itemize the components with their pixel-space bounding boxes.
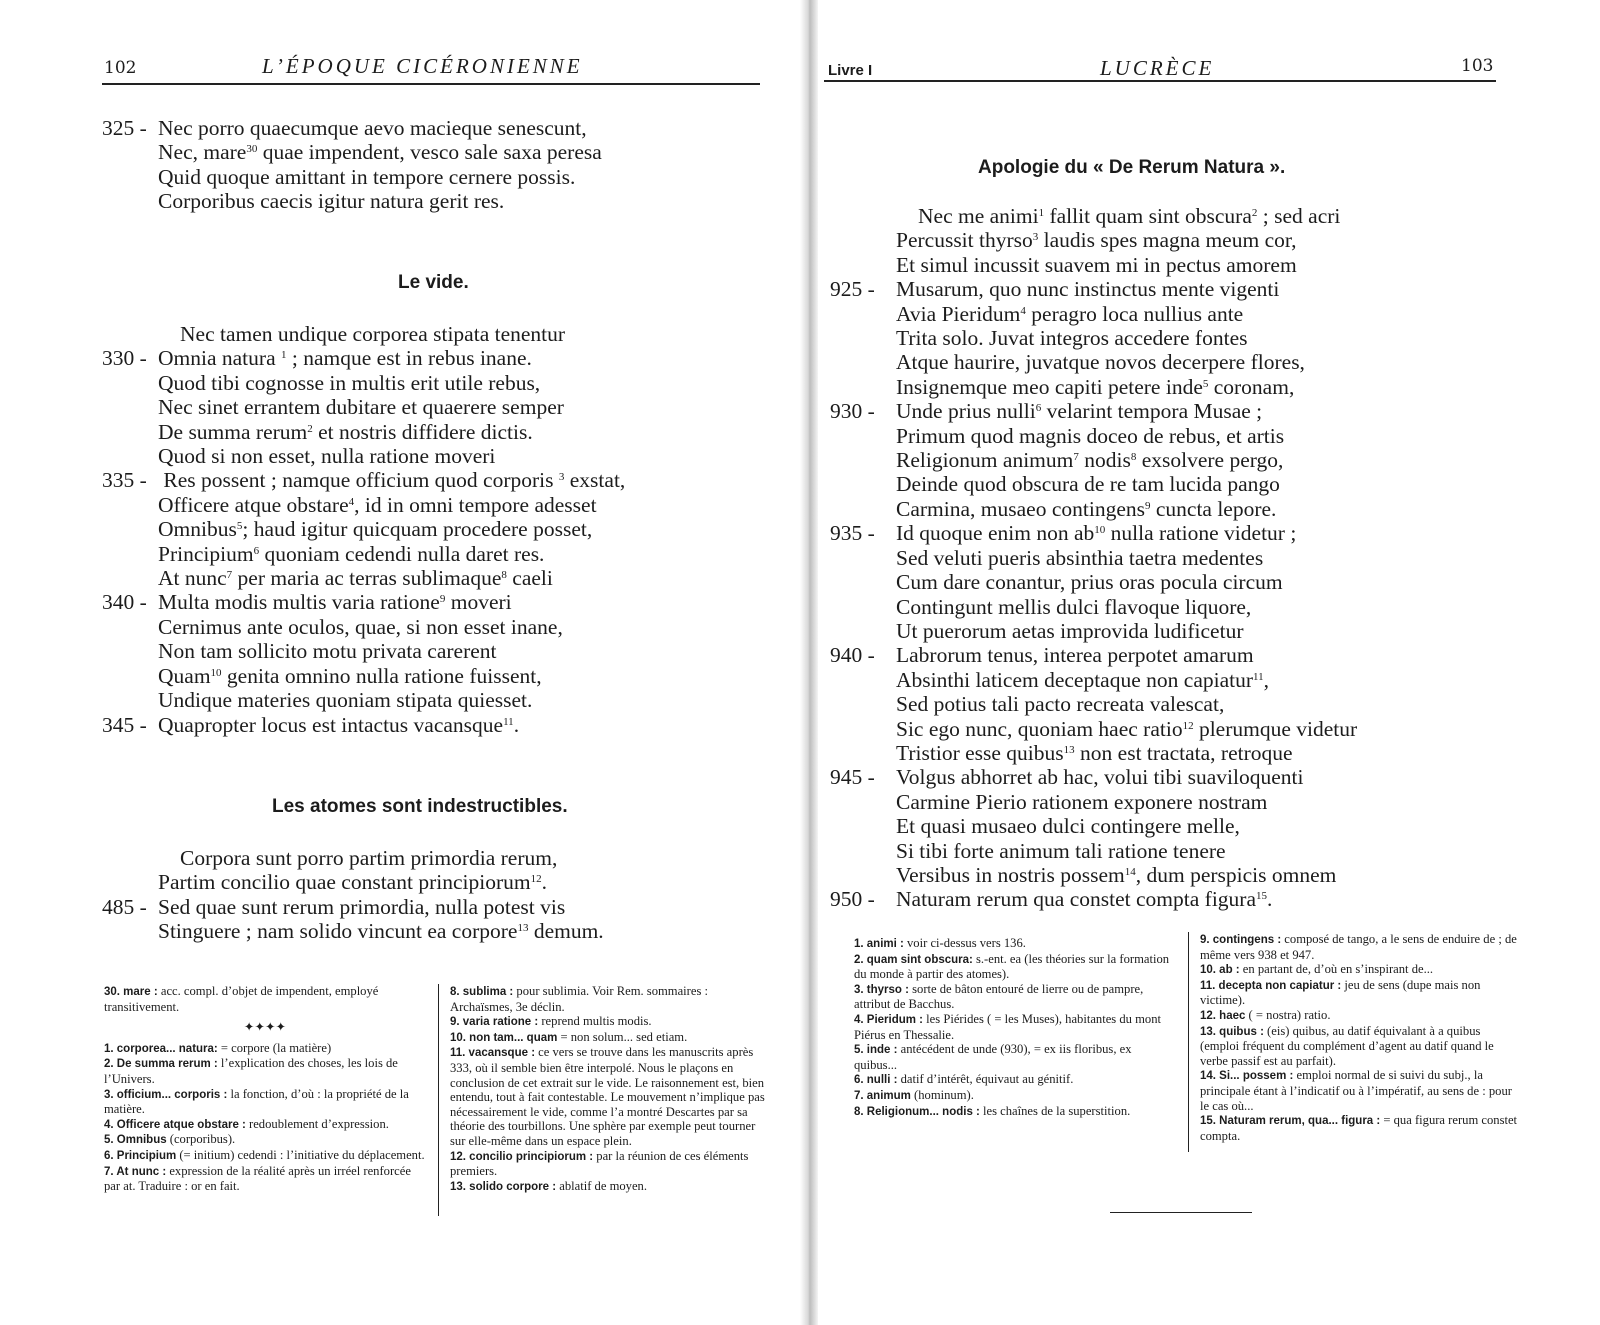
footnote bbox=[1200, 1068, 1518, 1113]
note-callout: 7 bbox=[226, 569, 233, 582]
footnote-text: (eis) quibus, au datif équivalant à a quibus (emploi fréquent du complément d’agent au datif quand le verbe passif est au parfait). bbox=[1200, 1023, 1494, 1068]
verse-text: Versibus in nostris possem bbox=[896, 862, 1125, 887]
footnote-text: (= initium) cedendi : l’initiative du déplacement. bbox=[176, 1147, 425, 1162]
verse-line bbox=[102, 919, 604, 943]
footnote-text: les chaînes de la superstition. bbox=[979, 1103, 1131, 1118]
verse-text: Quid quoque amittant in tempore cernere possis. bbox=[158, 164, 576, 189]
verse-number: 945 - bbox=[830, 765, 875, 790]
verse-text: Multa modis multis varia ratione bbox=[158, 590, 440, 615]
verse-line bbox=[102, 346, 625, 370]
verse-line bbox=[830, 326, 1357, 350]
footnote bbox=[450, 984, 772, 1014]
footnote bbox=[104, 1148, 426, 1164]
footnote-lemma: 9. varia ratione : bbox=[450, 1016, 539, 1029]
footnote-text: la fonction, d’où : la propriété de la matière. bbox=[104, 1086, 409, 1117]
footnote-lemma: 9. contingens : bbox=[1200, 934, 1282, 946]
footnote-text: s.-ent. ea (les théories sur la formation du monde à partir des atomes). bbox=[854, 951, 1170, 982]
verse-line bbox=[102, 420, 625, 444]
footnote-text: (corporibus). bbox=[166, 1132, 236, 1147]
verse-text: Quapropter locus est intactus vacansque bbox=[158, 712, 504, 737]
verse-text: non est tractata, retroque bbox=[1074, 740, 1293, 765]
verse-line bbox=[830, 448, 1357, 472]
footnote-lemma: 1. animi : bbox=[854, 938, 904, 950]
verse-text: moveri bbox=[445, 590, 512, 615]
verse-text: Ut puerorum aetas improvida ludificetur bbox=[896, 618, 1244, 643]
note-callout: 4 bbox=[1020, 304, 1026, 317]
verse-line bbox=[102, 165, 602, 189]
note-callout: 3 bbox=[558, 471, 565, 484]
footnote-lemma: 2. De summa rerum : bbox=[104, 1058, 218, 1071]
verse-block-925 bbox=[830, 204, 1357, 912]
verse-line bbox=[830, 790, 1357, 814]
note-callout: 2 bbox=[307, 422, 313, 435]
footnote-text: reprend multis modis. bbox=[538, 1014, 652, 1029]
footnote-text: composé de tango, a le sens de enduire de ; de même vers 938 et 947. bbox=[1200, 932, 1517, 962]
footnote bbox=[104, 1087, 426, 1117]
verse-text: Sed quae sunt rerum primordia, nulla potest vis bbox=[158, 894, 566, 919]
verse-text: Sed potius tali pacto recreata valescat, bbox=[896, 692, 1225, 717]
verse-text: Volgus abhorret ab hac, volui tibi suaviloquenti bbox=[896, 765, 1304, 790]
footnote bbox=[1200, 1024, 1518, 1069]
footnote bbox=[104, 1117, 426, 1133]
section-title-apologie: Apologie du « De Rerum Natura ». bbox=[978, 157, 1286, 178]
verse-text: Trita solo. Juvat integros accedere fontes bbox=[896, 326, 1248, 351]
verse-text: Quod tibi cognosse in multis erit utile rebus, bbox=[158, 370, 541, 395]
verse-line bbox=[102, 140, 602, 164]
footnote-lemma: 2. quam sint obscura: bbox=[854, 953, 973, 966]
note-callout: 8 bbox=[501, 569, 507, 582]
note-callout: 30 bbox=[246, 143, 258, 156]
section-title-vide: Le vide. bbox=[398, 272, 469, 293]
footnote-text: les Piérides ( = les Muses), habitantes du mont Piérus en Thessalie. bbox=[854, 1011, 1161, 1042]
note-callout: 12 bbox=[530, 873, 542, 886]
footnote bbox=[854, 1088, 1172, 1104]
verse-number: 950 - bbox=[830, 887, 875, 912]
footnote-text: ce vers se trouve dans les manuscrits après 333, où il semble bien être interpolé. Nous le plaçons en conclusion de cet extrait sur le vide. Le raisonnement est, bien entendu, tout à fait contestable. Le mouvement n’implique pas nécessairement le vide, comme l’a montré Descartes par sa théorie des tourbillons. Une sphère par exemple peut tourner sur elle-même dans un espace plein. bbox=[450, 1045, 765, 1148]
verse-text: Primum quod magnis doceo de rebus, et artis bbox=[896, 423, 1285, 448]
verse-text: Labrorum tenus, interea perpotet amarum bbox=[896, 643, 1254, 668]
footnote-lemma: 14. Si... possem : bbox=[1200, 1070, 1294, 1083]
footnote-text: expression de la réalité après un irréel renforcée par at. Traduire : or en fait. bbox=[104, 1163, 411, 1194]
verse-line bbox=[102, 189, 602, 213]
verse-text: Undique materies quoniam stipata quiesset. bbox=[158, 688, 533, 713]
footnote-lemma: 13. quibus : bbox=[1200, 1025, 1264, 1038]
verse-text: Unde prius nulli bbox=[896, 399, 1036, 424]
footnote bbox=[854, 1012, 1172, 1042]
footnote-lemma: 3. thyrso : bbox=[854, 983, 909, 996]
verse-line bbox=[830, 692, 1357, 716]
verse-text: , id in omni tempore adesset bbox=[354, 492, 597, 517]
verse-text: nulla ratione videtur ; bbox=[1105, 521, 1297, 546]
verse-text: cuncta lepore. bbox=[1150, 496, 1277, 521]
verse-text: Stinguere ; nam solido vincunt ea corpore bbox=[158, 919, 518, 944]
footnote-lemma: 10. ab : bbox=[1200, 964, 1240, 977]
verse-text: quoniam cedendi nulla daret res. bbox=[259, 541, 545, 566]
verse-text: Nec porro quaecumque aevo macieque senescunt, bbox=[158, 116, 587, 140]
verse-text: Contingunt mellis dulci flavoque liquore, bbox=[896, 594, 1252, 619]
footnote bbox=[450, 1149, 772, 1179]
footnote-lemma: 7. animum bbox=[854, 1089, 911, 1102]
footnote-text: (hominum). bbox=[910, 1087, 974, 1102]
footnote-text: = corpore (la matière) bbox=[217, 1040, 332, 1055]
note-callout: 15 bbox=[1256, 890, 1267, 903]
verse-text: per maria ac terras sublimaque bbox=[232, 566, 502, 591]
verse-text: ; haud igitur quicquam procedere posset, bbox=[242, 517, 593, 542]
note-callout: 12 bbox=[1182, 719, 1194, 732]
footnote-lemma: 15. Naturam rerum, qua... figura : bbox=[1200, 1115, 1381, 1128]
footnote-text: redoublement d’expression. bbox=[245, 1116, 389, 1131]
verse-text: genita omnino nulla ratione fuissent, bbox=[221, 663, 542, 688]
verse-text: Atque haurire, juvatque novos decerpere flores, bbox=[896, 350, 1305, 375]
footnote bbox=[450, 1045, 772, 1148]
footnote-text: acc. compl. d’objet de impendent, employé transitivement. bbox=[104, 984, 379, 1014]
verse-line bbox=[830, 497, 1357, 521]
footnote-text: ( = nostra) ratio. bbox=[1245, 1007, 1331, 1022]
verse-number: 325 - bbox=[102, 116, 147, 140]
verse-line bbox=[102, 664, 625, 688]
note-callout: 8 bbox=[1130, 451, 1137, 464]
verse-line bbox=[830, 595, 1357, 619]
footnote-text: emploi normal de si suivi du subj., la principale étant à l’indicatif ou à l’impératif, au sens de : pour le cas où... bbox=[1200, 1068, 1512, 1113]
verse-text: laudis spes magna meum cor, bbox=[1038, 228, 1297, 253]
footnote bbox=[854, 982, 1172, 1012]
verse-text: Partim concilio quae constant principiorum bbox=[158, 870, 531, 895]
footnote-lemma: 8. sublima : bbox=[450, 986, 514, 998]
verse-line bbox=[102, 688, 625, 712]
note-callout: 2 bbox=[1251, 207, 1258, 219]
verse-line bbox=[102, 713, 625, 737]
verse-line bbox=[830, 668, 1357, 692]
verse-line bbox=[102, 590, 625, 614]
verse-line bbox=[830, 839, 1357, 863]
verse-text: Tristior esse quibus bbox=[896, 740, 1064, 765]
verse-line bbox=[102, 116, 602, 140]
footnote-lemma: 7. At nunc : bbox=[104, 1165, 167, 1178]
verse-text: et nostris diffidere dictis. bbox=[312, 419, 533, 444]
verse-block-325 bbox=[102, 116, 602, 214]
note-callout: 3 bbox=[1032, 231, 1039, 244]
section-title-atomes: Les atomes sont indestructibles. bbox=[272, 796, 568, 817]
verse-text: Cum dare conantur, prius oras pocula circum bbox=[896, 570, 1283, 595]
verse-line bbox=[102, 395, 625, 419]
verse-text: quae impendent, vesco sale saxa peresa bbox=[257, 140, 602, 165]
verse-line bbox=[102, 895, 604, 919]
verse-line bbox=[830, 204, 1357, 228]
footnote-lemma: 11. vacansque : bbox=[450, 1047, 536, 1060]
verse-text: Corporibus caecis igitur natura gerit res. bbox=[158, 189, 505, 214]
verse-number: 330 - bbox=[102, 346, 147, 371]
footnote bbox=[104, 1056, 426, 1086]
verse-text: Sic ego nunc, quoniam haec ratio bbox=[896, 716, 1183, 741]
footnote bbox=[1200, 978, 1518, 1008]
verse-text: Insignemque meo capiti petere inde bbox=[896, 374, 1203, 399]
footnote bbox=[104, 984, 426, 1014]
verse-text: Cernimus ante oculos, quae, si non esset inane, bbox=[158, 614, 563, 639]
page-number-left: 102 bbox=[104, 58, 137, 78]
note-callout: 1 bbox=[281, 349, 287, 362]
verse-line bbox=[830, 741, 1357, 765]
note-callout: 10 bbox=[1094, 524, 1106, 537]
verse-line bbox=[830, 814, 1357, 838]
verse-text: Nec, mare bbox=[158, 140, 247, 165]
verse-line bbox=[830, 546, 1357, 570]
footnote-text: sorte de bâton entouré de lierre ou de pampre, attribut de Bacchus. bbox=[854, 981, 1144, 1012]
verse-line bbox=[830, 424, 1357, 448]
verse-text: Corpora sunt porro partim primordia rerum, bbox=[180, 846, 558, 870]
note-callout: 6 bbox=[1035, 402, 1042, 415]
verse-line bbox=[102, 846, 604, 870]
note-callout: 14 bbox=[1124, 865, 1136, 878]
verse-number: 930 - bbox=[830, 399, 875, 424]
verse-text: Non tam sollicito motu privata carerent bbox=[158, 639, 497, 664]
running-head-right: LUCRÈCE bbox=[1100, 56, 1215, 80]
verse-line bbox=[830, 375, 1357, 399]
footnote-lemma: 6. Principium bbox=[104, 1149, 177, 1162]
footnote-lemma: 5. Omnibus bbox=[104, 1134, 167, 1147]
note-callout: 5 bbox=[236, 520, 243, 533]
verse-line bbox=[102, 542, 625, 566]
verse-text: coronam, bbox=[1208, 374, 1295, 399]
footnote-lemma: 10. non tam... quam bbox=[450, 1031, 558, 1044]
verse-line bbox=[102, 493, 625, 517]
verse-text: Religionum animum bbox=[896, 448, 1074, 473]
note-callout: 6 bbox=[253, 544, 260, 557]
footnote-text: ablatif de moyen. bbox=[556, 1178, 648, 1193]
verse-line bbox=[830, 570, 1357, 594]
verse-line bbox=[102, 870, 604, 894]
verse-number: 345 - bbox=[102, 712, 147, 737]
verse-line bbox=[830, 472, 1357, 496]
note-callout: 9 bbox=[439, 593, 446, 606]
verse-line bbox=[102, 566, 625, 590]
verse-text: exsolvere pergo, bbox=[1136, 448, 1284, 473]
verse-line bbox=[830, 521, 1357, 545]
verse-text: Officere atque obstare bbox=[158, 492, 349, 517]
verse-text: nodis bbox=[1078, 448, 1131, 473]
verse-text: Id quoque enim non ab bbox=[896, 521, 1095, 546]
footnote-lemma: 4. Pieridum : bbox=[854, 1013, 924, 1026]
footnote bbox=[104, 1132, 426, 1148]
note-callout: 11 bbox=[1253, 670, 1264, 683]
footnote-text: = qua figura rerum constet compta. bbox=[1200, 1113, 1518, 1143]
verse-number: 340 - bbox=[102, 590, 147, 615]
verse-text: , dum perspicis omnem bbox=[1135, 862, 1337, 887]
page-number-right: 103 bbox=[1461, 56, 1494, 76]
footnote-text: = non solum... sed etiam. bbox=[557, 1029, 688, 1044]
footnote bbox=[1200, 1113, 1518, 1143]
verse-line bbox=[102, 615, 625, 639]
verse-text: Musarum, quo nunc instinctus mente vigenti bbox=[896, 277, 1280, 302]
verse-text: Principium bbox=[158, 541, 254, 566]
verse-line bbox=[830, 863, 1357, 887]
note-callout: 4 bbox=[348, 495, 355, 508]
footnote-lemma: 12. concilio principiorum : bbox=[450, 1150, 594, 1163]
verse-text: Avia Pieridum bbox=[896, 301, 1021, 326]
right-page bbox=[810, 0, 1600, 1325]
footnote-text: l’explication des choses, les lois de l’Univers. bbox=[104, 1056, 398, 1086]
verse-text: Quam bbox=[158, 663, 211, 688]
footnote bbox=[854, 1042, 1172, 1072]
verse-text: Percussit thyrso bbox=[896, 228, 1033, 253]
verse-text: , bbox=[1263, 667, 1269, 692]
footnote-lemma: 12. haec bbox=[1200, 1009, 1246, 1022]
footnote-lemma: 3. officium... corporis : bbox=[104, 1088, 228, 1101]
verse-text: Naturam rerum qua constet compta figura bbox=[896, 887, 1256, 912]
verse-block-485 bbox=[102, 846, 604, 944]
footnote bbox=[450, 1014, 772, 1030]
footnote-lemma: 4. Officere atque obstare : bbox=[104, 1118, 246, 1131]
verse-text: De summa rerum bbox=[158, 419, 308, 444]
verse-line bbox=[830, 302, 1357, 326]
verse-line bbox=[830, 350, 1357, 374]
running-head-left: L’ÉPOQUE CICÉRONIENNE bbox=[262, 54, 583, 78]
verse-number: 935 - bbox=[830, 521, 875, 546]
header-rule-left bbox=[102, 83, 760, 85]
verse-text: Omnia natura bbox=[158, 346, 281, 371]
footnote-column-rule bbox=[438, 984, 439, 1216]
verse-text: demum. bbox=[528, 919, 604, 944]
verse-line bbox=[830, 253, 1357, 277]
verse-text: Et quasi musaeo dulci contingere melle, bbox=[896, 814, 1240, 839]
footnote-text: en partant de, d’où en s’inspirant de... bbox=[1239, 962, 1434, 977]
verse-block-330 bbox=[102, 322, 625, 737]
verse-line bbox=[102, 444, 625, 468]
header-rule-right bbox=[824, 80, 1496, 82]
footnote-text: antécédent de unde (930), = ex iis floribus, ex quibus... bbox=[854, 1042, 1132, 1072]
verse-text: Omnibus bbox=[158, 517, 237, 542]
verse-text: plerumque videtur bbox=[1193, 716, 1358, 741]
footnote bbox=[104, 1041, 426, 1057]
footnote bbox=[1200, 962, 1518, 978]
verse-text: Sed veluti pueris absinthia taetra medentes bbox=[896, 545, 1264, 570]
footnote bbox=[854, 936, 1172, 952]
footnote-text: pour sublimia. Voir Rem. sommaires : Archaïsmes, 3e déclin. bbox=[450, 984, 709, 1014]
verse-text: Res possent ; namque officium quod corporis bbox=[158, 468, 559, 493]
footnote bbox=[450, 1179, 772, 1195]
livre-label: Livre I bbox=[828, 62, 873, 79]
note-callout: 10 bbox=[210, 666, 222, 679]
verse-text: Absinthi laticem deceptaque non capiatur bbox=[896, 667, 1254, 692]
footnotes-left-col1 bbox=[104, 984, 426, 1194]
footnote-lemma: 8. Religionum... nodis : bbox=[854, 1105, 980, 1118]
verse-text: Carmine Pierio rationem exponere nostram bbox=[896, 789, 1268, 814]
footnote-lemma: 11. decepta non capiatur : bbox=[1200, 979, 1342, 992]
footnote bbox=[854, 952, 1172, 982]
footnote bbox=[450, 1030, 772, 1046]
note-callout: 1 bbox=[1038, 207, 1045, 219]
footnotes-right-col1 bbox=[854, 936, 1172, 1119]
footnote-lemma: 30. mare : bbox=[104, 986, 158, 998]
verse-number: 925 - bbox=[830, 277, 875, 302]
footnote bbox=[1200, 932, 1518, 962]
verse-number: 940 - bbox=[830, 643, 875, 668]
footnote bbox=[854, 1072, 1172, 1088]
footnote-text: datif d’intérêt, équivaut au génitif. bbox=[897, 1072, 1074, 1087]
footnote-lemma: 13. solido corpore : bbox=[450, 1180, 557, 1193]
footnotes-right-col2 bbox=[1200, 932, 1518, 1143]
verse-text: Deinde quod obscura de re tam lucida pango bbox=[896, 472, 1280, 497]
verse-text: . bbox=[541, 870, 547, 895]
verse-line bbox=[102, 322, 625, 346]
footnote-lemma: 1. corporea... natura: bbox=[104, 1042, 218, 1055]
footnote bbox=[854, 1104, 1172, 1120]
verse-text: exstat, bbox=[564, 468, 626, 493]
verse-text: Quod si non esset, nulla ratione moveri bbox=[158, 444, 496, 469]
verse-text: Et simul incussit suavem mi in pectus amorem bbox=[896, 252, 1297, 277]
footnote-text: voir ci-dessus vers 136. bbox=[903, 936, 1026, 950]
verse-text: ; sed acri bbox=[1257, 204, 1341, 228]
verse-text: ; namque est in rebus inane. bbox=[286, 346, 532, 371]
footnote-text: jeu de sens (dupe mais non victime). bbox=[1200, 977, 1481, 1008]
verse-number: 335 - bbox=[102, 468, 147, 493]
note-callout: 5 bbox=[1202, 377, 1209, 390]
verse-line bbox=[102, 371, 625, 395]
note-separator: ✦✦✦✦ bbox=[243, 1020, 287, 1035]
verse-text: Nec sinet errantem dubitare et quaerere semper bbox=[158, 395, 564, 420]
verse-number: 485 - bbox=[102, 894, 147, 919]
verse-text: Nec me animi bbox=[918, 204, 1039, 228]
verse-text: . bbox=[513, 712, 520, 737]
footnote bbox=[104, 1164, 426, 1194]
verse-line bbox=[830, 717, 1357, 741]
footnotes-left-col2 bbox=[450, 984, 772, 1194]
note-callout: 11 bbox=[503, 715, 514, 728]
note-callout: 9 bbox=[1144, 499, 1151, 512]
verse-line bbox=[102, 639, 625, 663]
verse-line bbox=[830, 643, 1357, 667]
footnote-column-rule-right bbox=[1188, 932, 1189, 1152]
verse-text: Carmina, musaeo contingens bbox=[896, 496, 1145, 521]
verse-line bbox=[102, 517, 625, 541]
footnote-lemma: 6. nulli : bbox=[854, 1074, 898, 1087]
verse-line bbox=[830, 277, 1357, 301]
verse-text: fallit quam sint obscura bbox=[1044, 204, 1252, 228]
verse-text: peragro loca nullius ante bbox=[1025, 301, 1244, 326]
verse-line bbox=[830, 399, 1357, 423]
end-rule bbox=[1110, 1212, 1252, 1213]
note-callout: 7 bbox=[1073, 451, 1079, 464]
verse-text: At nunc bbox=[158, 566, 227, 591]
verse-line bbox=[102, 468, 625, 492]
footnote-text: par la réunion de ces éléments premiers. bbox=[450, 1148, 749, 1179]
verse-text: Nec tamen undique corporea stipata tenentur bbox=[180, 322, 566, 346]
verse-line bbox=[830, 228, 1357, 252]
verse-text: velarint tempora Musae ; bbox=[1041, 399, 1263, 424]
footnote-lemma: 5. inde : bbox=[854, 1044, 898, 1057]
verse-line bbox=[830, 887, 1357, 911]
verse-text: Si tibi forte animum tali ratione tenere bbox=[896, 838, 1226, 863]
verse-line bbox=[830, 765, 1357, 789]
verse-line bbox=[830, 619, 1357, 643]
note-callout: 13 bbox=[1063, 743, 1075, 756]
note-callout: 13 bbox=[517, 922, 529, 935]
footnote bbox=[1200, 1008, 1518, 1024]
verse-text: . bbox=[1267, 887, 1273, 912]
verse-text: caeli bbox=[506, 566, 553, 591]
